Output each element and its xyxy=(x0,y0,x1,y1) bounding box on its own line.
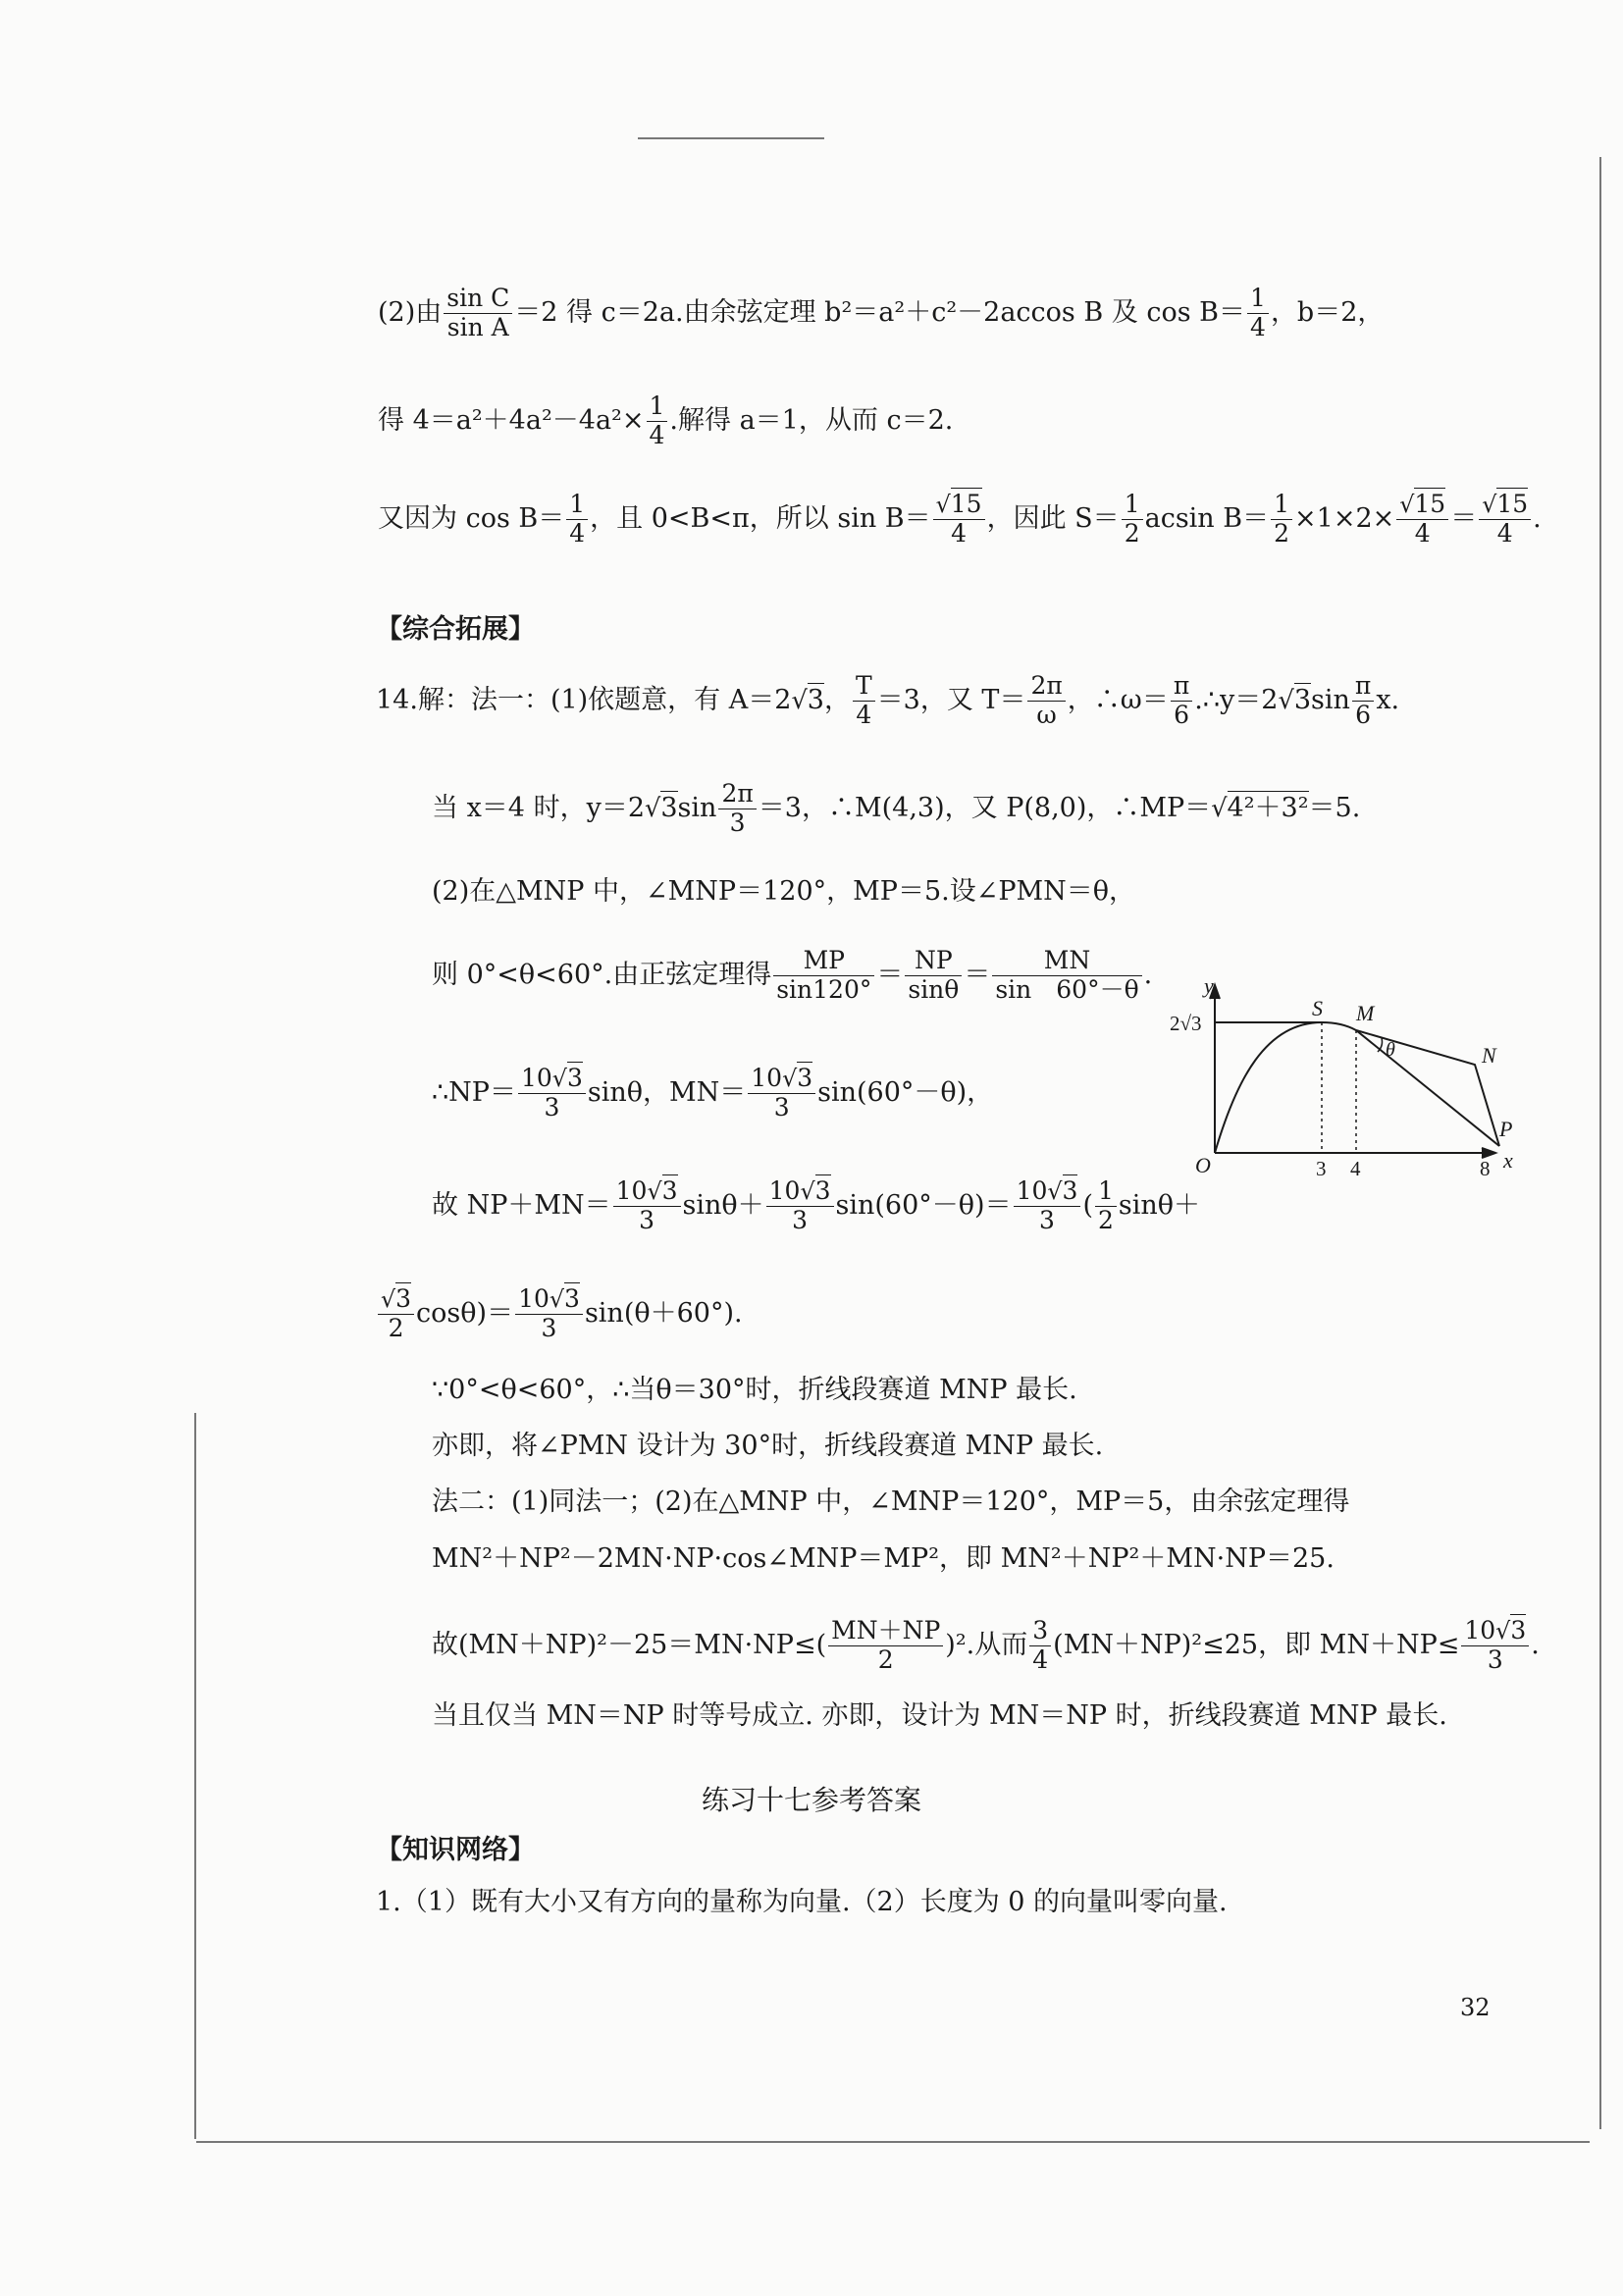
line-p1 xyxy=(378,285,1384,342)
fraction: $\frac{1}{4}$ xyxy=(1247,285,1269,342)
line-l7: 则 0°<θ<60°.由正弦定理得 $\frac{MP}{\sin 120^\circ}$ ＝ $\frac{NP}{\sin\theta}$ ＝ $\frac{MN}{\sin 60^\circ-\theta}$ . xyxy=(432,946,1153,1004)
line-l16: 当且仅当 MN＝NP 时等号成立. 亦即，设计为 MN＝NP 时，折线段赛道 MNP 最长. xyxy=(432,1700,1447,1731)
sine-arc xyxy=(1215,1022,1356,1153)
line-l8: ∴NP＝ $\frac{10√3}{3}$ sinθ，MN＝ $\frac{10√3}{3}$ sin(60°－θ)， xyxy=(432,1064,994,1122)
y-axis-label: y xyxy=(1204,973,1214,998)
origin-label: O xyxy=(1195,1153,1211,1177)
x-tick-3: 3 xyxy=(1316,1157,1327,1180)
scan-top-edge xyxy=(638,137,824,139)
line-l15: 故(MN＋NP)²－25＝MN·NP≤( $\frac{MN+NP}{2}$ )².从而 $\frac{3}{4}$ (MN＋NP)²≤25，即 MN＋NP≤ $\frac{10√3}{3}$ . xyxy=(432,1616,1540,1674)
page-number: 32 xyxy=(1460,1994,1491,2021)
line-l17: 1.（1）既有大小又有方向的量称为向量.（2）长度为 0 的向量叫零向量. xyxy=(376,1887,1228,1917)
label-s: S xyxy=(1312,996,1323,1020)
answer-title: 练习十七参考答案 xyxy=(701,1784,921,1816)
text: (2)由 xyxy=(378,296,443,328)
segment-mp xyxy=(1356,1030,1499,1146)
scan-bottom-edge xyxy=(196,2141,1590,2143)
scan-right-edge xyxy=(1599,157,1601,2129)
x-axis-label: x xyxy=(1503,1148,1513,1173)
scan-left-edge xyxy=(194,1413,196,2139)
line-l14: MN²＋NP²－2MN·NP·cos∠MNP＝MP²，即 MN²＋NP²＋MN·NP＝25. xyxy=(432,1543,1335,1574)
label-n: N xyxy=(1482,1043,1496,1068)
line-q14: 14.解：法一：(1)依题意，有 A＝2√3， $\frac{T}{4}$ ＝3，又 T＝ $\frac{2\pi}{\omega}$ ，∴ω＝ $\frac{\pi}{6}$ .∴y＝2√3sin $\frac{\pi}{6}$ x. xyxy=(376,671,1400,729)
x-tick-8: 8 xyxy=(1480,1157,1491,1180)
x-tick-4: 4 xyxy=(1350,1157,1361,1180)
line-l13: 法二：(1)同法一；(2)在△MNP 中，∠MNP＝120°，MP＝5，由余弦定理得 xyxy=(432,1487,1350,1517)
y-tick-label: 2√3 xyxy=(1170,1012,1202,1035)
fraction: $\frac{\text{sin C}}{\text{sin A}}$ xyxy=(444,285,512,342)
line-l11: ∵0°<θ<60°，∴当θ＝30°时，折线段赛道 MNP 最长. xyxy=(432,1375,1077,1405)
graph-figure xyxy=(1168,971,1521,1187)
line-l5: 当 x＝4 时，y＝2√3sin $\frac{2\pi}{3}$ ＝3，∴M(4,3)，又 P(8,0)，∴MP＝√4²＋3²＝5. xyxy=(432,779,1361,837)
section-heading-extension: 【综合拓展】 xyxy=(376,614,535,645)
label-theta: θ xyxy=(1386,1039,1395,1061)
fraction: $\frac{1}{4}$ xyxy=(647,392,668,450)
label-m: M xyxy=(1356,1001,1375,1025)
section-heading-knowledge: 【知识网络】 xyxy=(376,1835,535,1865)
text: ，b＝2， xyxy=(1270,296,1385,328)
text: ＝2 得 c＝2a.由余弦定理 b²＝a²＋c²－2accos B 及 cos B＝ xyxy=(514,296,1246,328)
line-p2: 得 4＝a²＋4a²－4a²× $\frac{1}{4}$ .解得 a＝1，从而 c＝2. xyxy=(378,391,954,449)
line-l10: $\frac{√3}{2}$ cosθ)＝ $\frac{10√3}{3}$ sin(θ＋60°). xyxy=(376,1285,743,1343)
line-l6: (2)在△MNP 中，∠MNP＝120°，MP＝5.设∠PMN＝θ， xyxy=(432,876,1136,907)
label-p: P xyxy=(1499,1117,1513,1141)
line-l12: 亦即，将∠PMN 设计为 30°时，折线段赛道 MNP 最长. xyxy=(432,1431,1104,1461)
line-l9: 故 NP＋MN＝ $\frac{10√3}{3}$ sinθ＋ $\frac{10√3}{3}$ sin(60°－θ)＝ $\frac{10√3}{3}$ ( $\frac{1}{2}$ sinθ＋ xyxy=(432,1176,1201,1234)
line-p3: 又因为 cos B＝ $\frac{1}{4}$ ，且 0<B<π，所以 sin B＝ $\frac{√15}{4}$ ，因此 S＝ $\frac{1}{2}$ acsin B＝ $\frac{1}{2}$ ×1×2× $\frac{√15}{4}$ ＝ $\frac{√15}{4}$ . xyxy=(378,490,1542,548)
